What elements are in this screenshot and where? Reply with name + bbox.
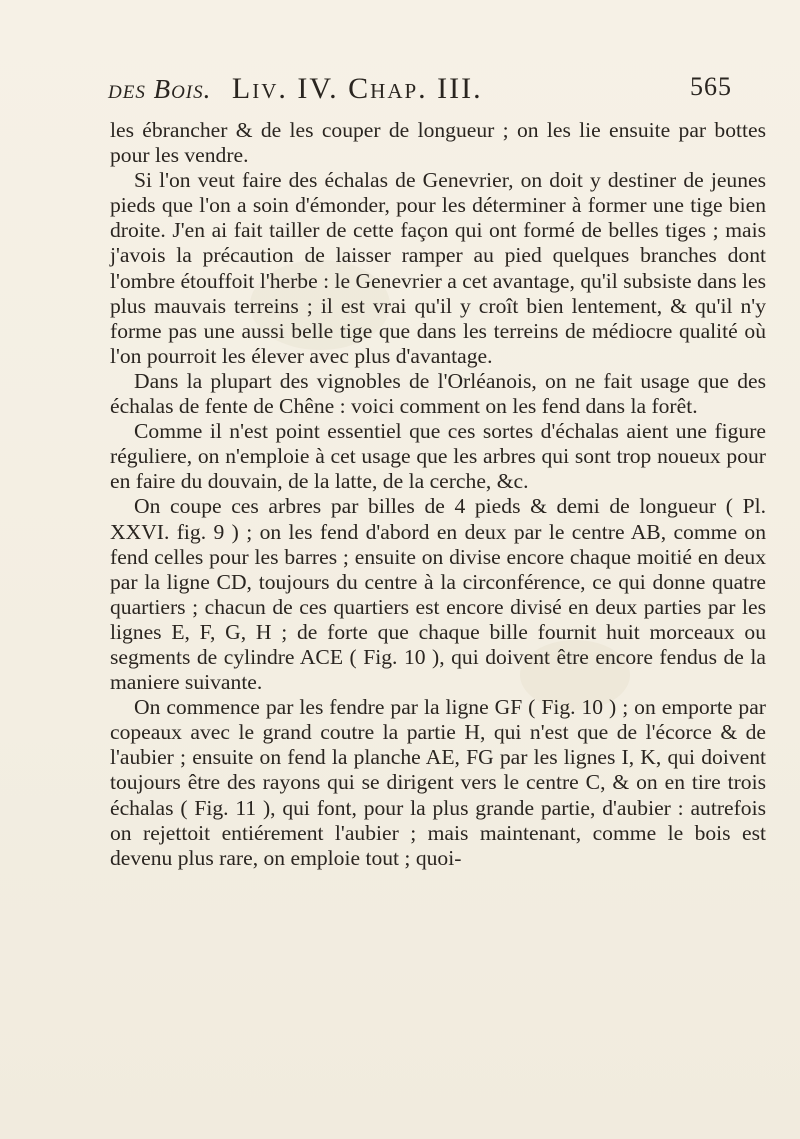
- paragraph: Comme il n'est point essentiel que ces sortes d'échalas aient une figure réguliere, on n'emploie à cet usage que les arbres qui sont trop noueux pour en faire du douvain, de la latte, de la cerche, &c.: [110, 419, 766, 494]
- running-head-chapter: Liv. IV. Chap. III.: [231, 72, 483, 105]
- paragraph: On commence par les fendre par la ligne GF ( Fig. 10 ) ; on emporte par copeaux avec le grand coutre la partie H, qui n'est que de l'écorce & de l'aubier ; ensuite on fend la planche AE, FG par les lignes I, K, qui doivent toujours être des rayons qui se dirigent vers le centre C, & on en tire trois échalas ( Fig. 11 ), qui font, pour la plus grande partie, d'aubier : autrefois on rejettoit entiérement l'aubier ; mais maintenant, comme le bois est devenu plus rare, on emploie tout ; quoi-: [110, 695, 766, 870]
- running-head-section: des Bois.: [108, 74, 212, 104]
- paragraph: Si l'on veut faire des échalas de Genevrier, on doit y destiner de jeunes pieds que l'on a soin d'émonder, pour les déterminer à former une tige bien droite. J'en ai fait tailler de cette façon qui ont formé de belles tiges ; mais j'avois la précaution de laisser ramper au pied quelques branches dont l'ombre étouffoit l'herbe : le Genevrier a cet avantage, qu'il subsiste dans les plus mauvais terreins ; il est vrai qu'il y croît bien lentement, & qu'il n'y forme pas une aussi belle tige que dans les terreins de médiocre qualité où l'on pourroit les élever avec plus d'avantage.: [110, 168, 766, 368]
- body-text: [110, 118, 766, 871]
- paragraph: les ébrancher & de les couper de longueur ; on les lie ensuite par bottes pour les vendre.: [110, 118, 766, 168]
- paragraph: Dans la plupart des vignobles de l'Orléanois, on ne fait usage que des échalas de fente de Chêne : voici comment on les fend dans la forêt.: [110, 368, 766, 419]
- paragraph: On coupe ces arbres par billes de 4 pieds & demi de longueur ( Pl. XXVI. fig. 9 ) ; on les fend d'abord en deux par le centre AB, comme on fend celles pour les barres ; ensuite on divise encore chaque moitié en deux par la ligne CD, toujours du centre à la circonférence, ce qui donne quatre quartiers ; chacun de ces quartiers est encore divisé en deux parties par les lignes E, F, G, H ; de forte que chaque bille fournit huit morceaux ou segments de cylindre ACE ( Fig. 10 ), qui doivent être encore fendus de la maniere suivante.: [110, 494, 766, 695]
- page-number: 565: [690, 72, 732, 101]
- running-head: [108, 72, 768, 112]
